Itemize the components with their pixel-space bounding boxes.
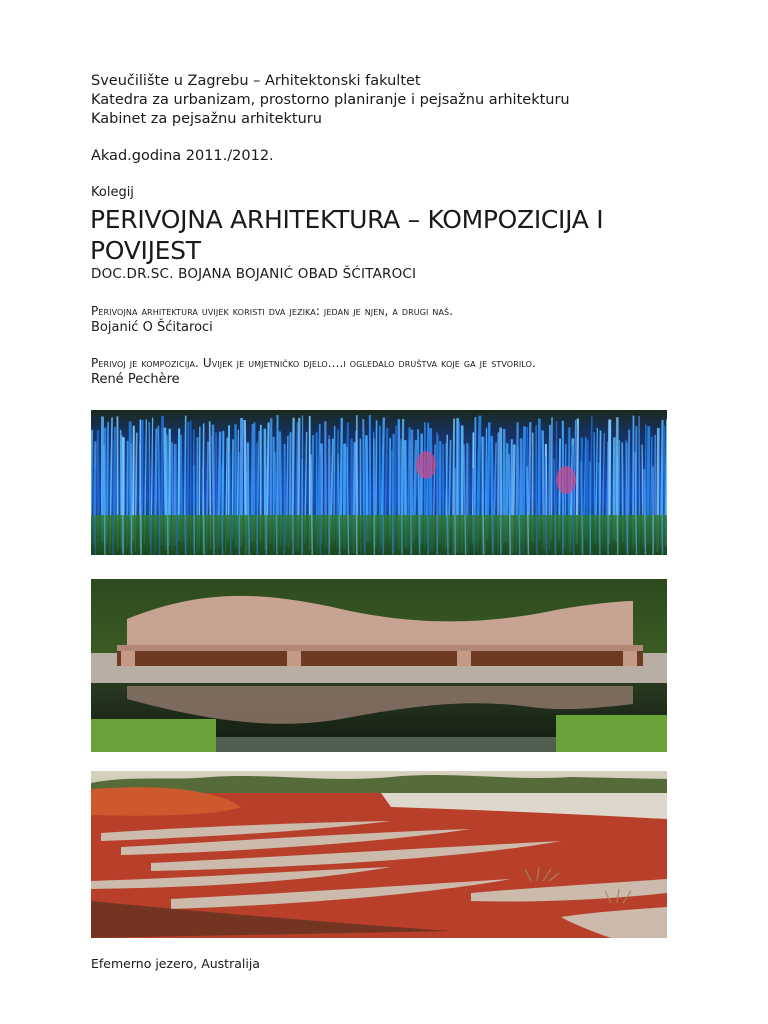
cabinet-line: Kabinet za pejsažnu arhitekturu: [91, 111, 322, 127]
quote-1-author: Bojanić O Šćitaroci: [91, 320, 213, 335]
university-line: Sveučilište u Zagrebu – Arhitektonski fakultet: [91, 73, 421, 89]
course-label: Kolegij: [91, 185, 134, 200]
red-sand-landscape-photo: [91, 771, 667, 938]
photo-caption: Efemerno jezero, Australija: [91, 956, 260, 971]
department-line: Katedra za urbanizam, prostorno planiranje i pejsažnu arhitekturu: [91, 92, 570, 108]
quote-1-text: Perivojna arhitektura uvijek koristi dva jezika: jedan je njen, a drugi naš.: [91, 304, 454, 318]
quote-2-text: Perivoj je kompozicija. Uvijek je umjetničko djelo....i ogledalo društva koje ga je stvorilo.: [91, 356, 536, 370]
wave-bench-reflection-photo: [91, 579, 667, 752]
course-title: PERIVOJNA ARHITEKTURA – KOMPOZICIJA I POVIJEST: [90, 205, 604, 265]
institution-header: [91, 72, 570, 129]
lecturer-name: DOC.DR.SC. BOJANA BOJANIĆ OBAD ŠĆITAROCI: [91, 266, 417, 282]
quote-2-author: René Pechère: [91, 372, 180, 387]
academic-year: Akad.godina 2011./2012.: [91, 148, 274, 164]
blue-glass-reeds-photo: [91, 410, 667, 555]
